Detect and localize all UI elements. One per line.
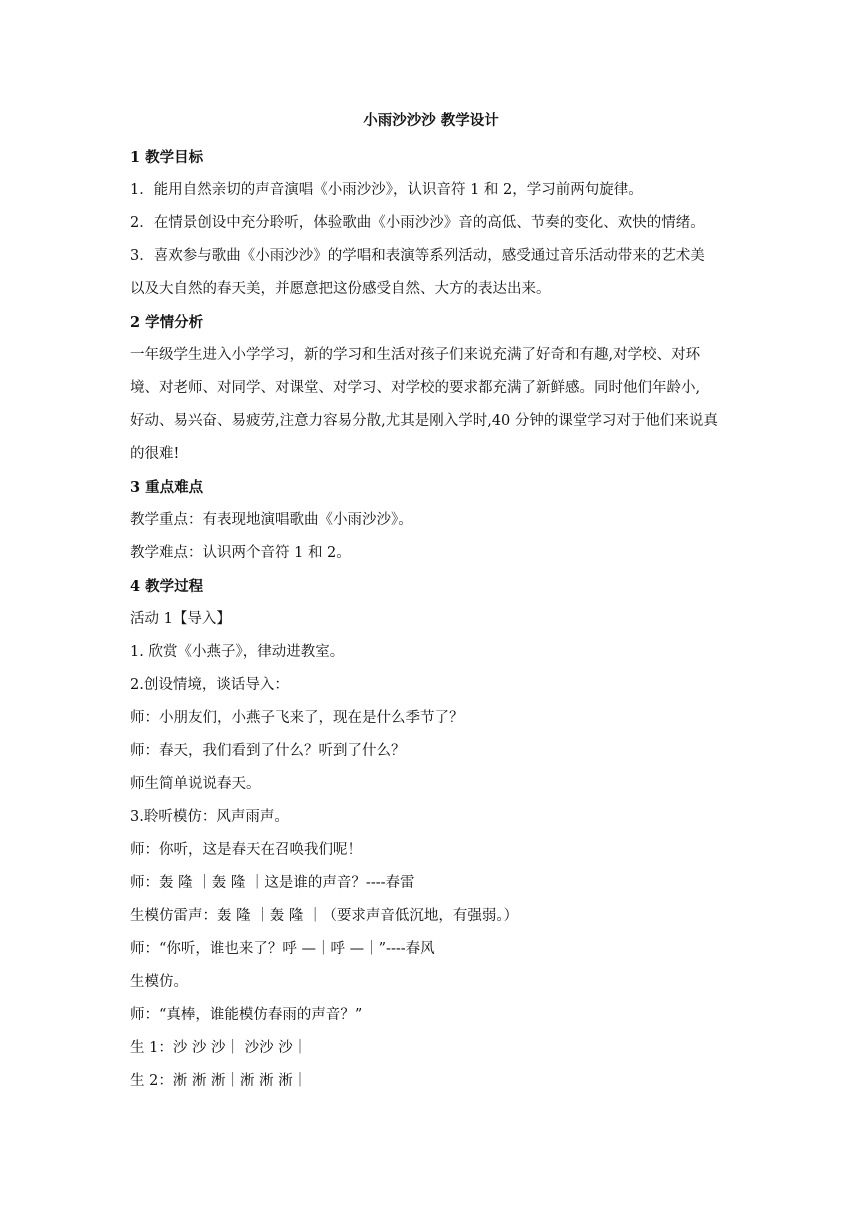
document-title: 小雨沙沙沙 教学设计	[363, 112, 499, 129]
process-line: 生 1：沙 沙 沙｜ 沙沙 沙｜	[130, 1040, 308, 1056]
objective-item-2: 2．在情景创设中充分聆听，体验歌曲《小雨沙沙》音的高低、节奏的变化、欢快的情绪。	[130, 215, 705, 231]
objective-item-1: 1．能用自然亲切的声音演唱《小雨沙沙》，认识音符 1 和 2，学习前两句旋律。	[130, 182, 643, 198]
process-line: 生模仿。	[130, 974, 188, 990]
analysis-line: 一年级学生进入小学学习，新的学习和生活对孩子们来说充满了好奇和有趣,对学校、对环	[130, 347, 701, 363]
section-heading-objectives: 1 教学目标	[130, 149, 204, 166]
section-heading-process: 4 教学过程	[130, 578, 204, 595]
process-line: 生模仿雷声：轰 隆 ｜轰 隆 ｜（要求声音低沉地，有强弱。）	[130, 908, 519, 924]
document-body	[130, 108, 732, 1098]
analysis-paragraph	[130, 339, 732, 471]
process-line: 1. 欣赏《小燕子》，律动进教室。	[130, 644, 345, 660]
analysis-line: 好动、易兴奋、易疲劳,注意力容易分散,尤其是刚入学时,40 分钟的课堂学习对于他们来说真	[130, 413, 718, 429]
analysis-line: 的很难!	[130, 446, 180, 462]
process-line: 师：你听，这是春天在召唤我们呢！	[130, 842, 362, 858]
process-line: 生 2：淅 淅 淅｜淅 淅 淅｜	[130, 1073, 308, 1089]
process-line: 师：小朋友们，小燕子飞来了，现在是什么季节了？	[130, 710, 464, 726]
process-line: 师：春天，我们看到了什么？听到了什么？	[130, 743, 406, 759]
section-heading-key-points: 3 重点难点	[130, 479, 204, 496]
objective-item-3: 3．喜欢参与歌曲《小雨沙沙》的学唱和表演等系列活动，感受通过音乐活动带来的艺术美	[130, 248, 705, 264]
section-heading-analysis: 2 学情分析	[130, 314, 204, 331]
process-line: 师生简单说说春天。	[130, 776, 261, 792]
key-point-line: 教学重点：有表现地演唱歌曲《小雨沙沙》。	[130, 512, 413, 528]
analysis-line: 境、对老师、对同学、对课堂、对学习、对学校的要求都充满了新鲜感。同时他们年龄小,	[130, 380, 701, 396]
process-line: 师：轰 隆 ｜轰 隆 ｜这是谁的声音？----春雷	[130, 875, 415, 891]
process-line: 2.创设情境，谈话导入：	[130, 677, 289, 693]
objective-item-3-continued: 以及大自然的春天美，并愿意把这份感受自然、大方的表达出来。	[130, 281, 551, 297]
process-line: 3.聆听模仿：风声雨声。	[130, 809, 289, 825]
process-line: 活动 1【导入】	[130, 611, 231, 627]
process-line: 师：“真棒，谁能模仿春雨的声音？”	[130, 1007, 363, 1023]
process-line: 师：“你听，谁也来了？呼 —｜呼 —｜”----春风	[130, 941, 435, 957]
difficulty-line: 教学难点：认识两个音符 1 和 2。	[130, 545, 351, 561]
